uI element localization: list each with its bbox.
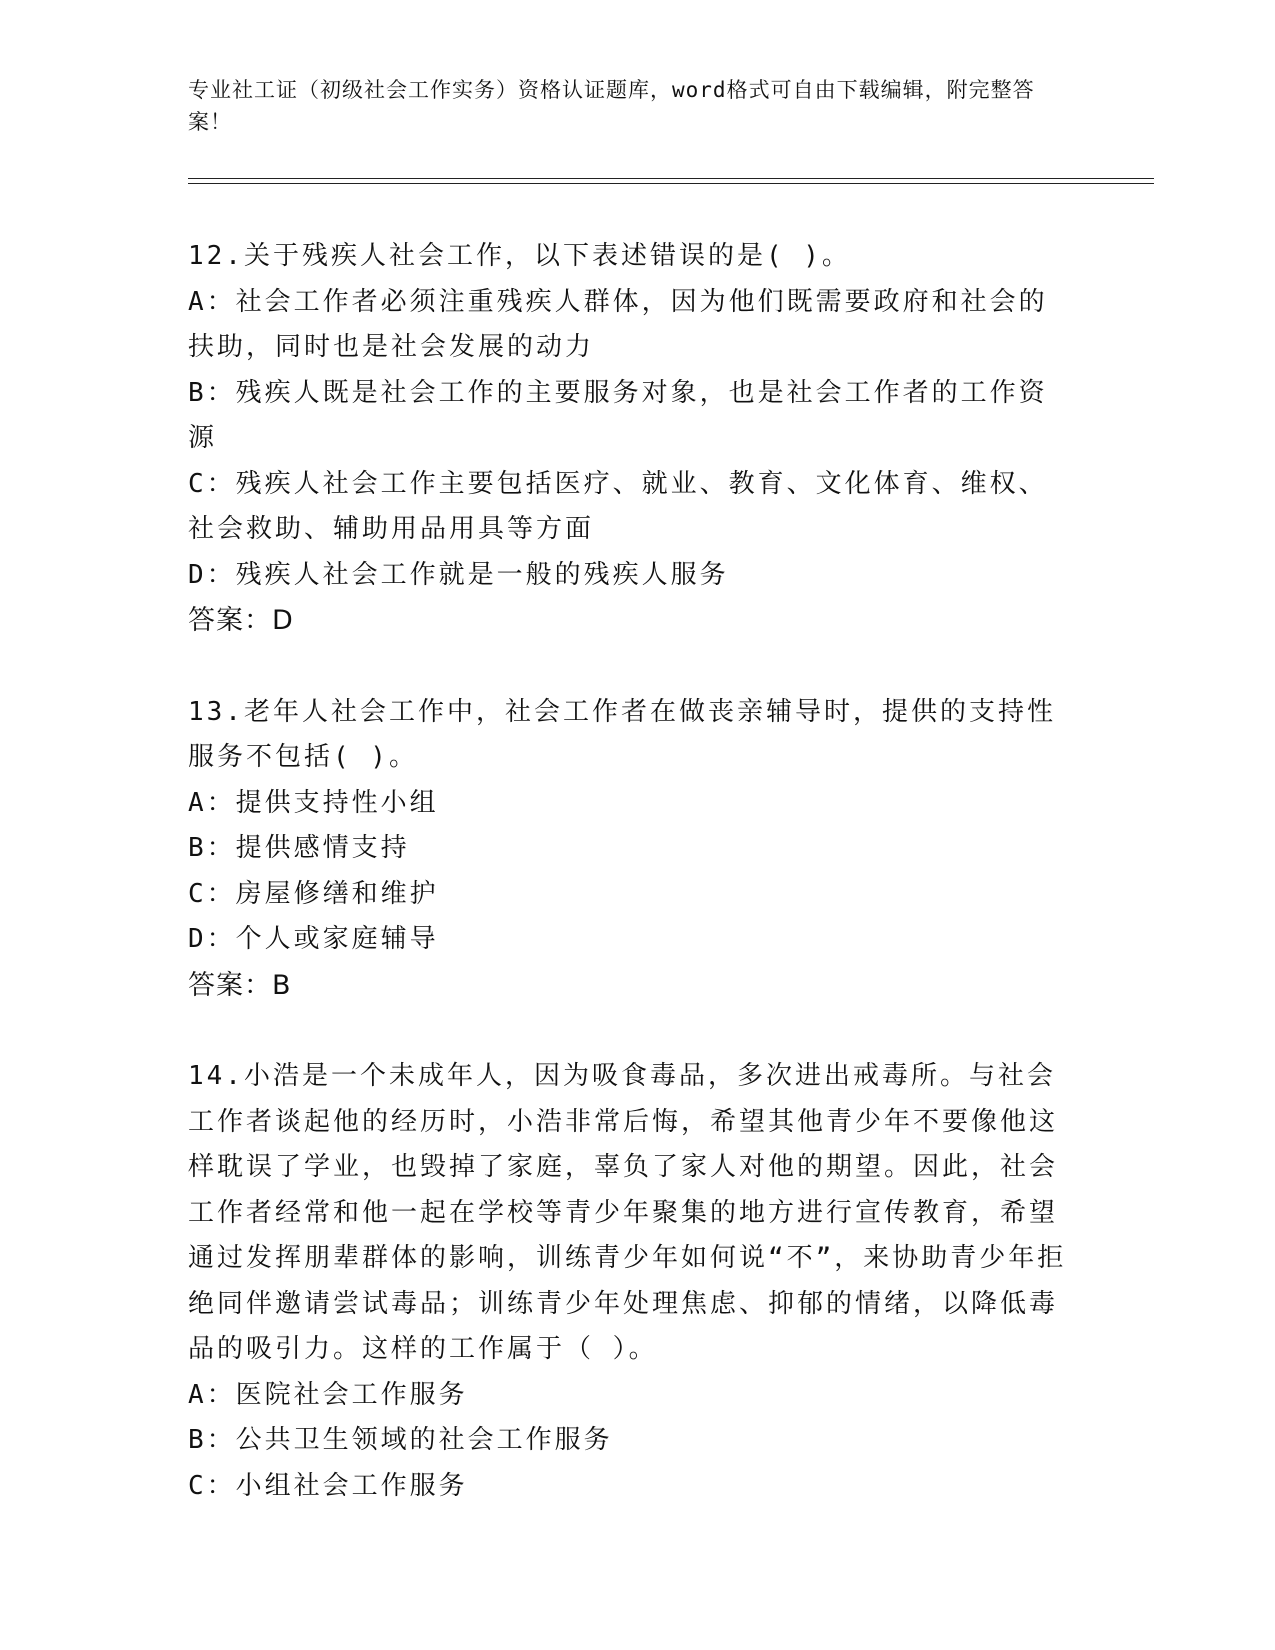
question-stem: 13.老年人社会工作中，社会工作者在做丧亲辅导时，提供的支持性服务不包括( )。 [188, 696, 1056, 772]
option-b: B：残疾人既是社会工作的主要服务对象，也是社会工作者的工作资源 [188, 377, 1048, 453]
answer-line: 答案：B [188, 969, 292, 1001]
option-c: C：残疾人社会工作主要包括医疗、就业、教育、文化体育、维权、社会救助、辅助用品用具等方面 [188, 468, 1048, 544]
header-divider [188, 178, 1154, 184]
option-d: D：残疾人社会工作就是一般的残疾人服务 [188, 559, 729, 590]
option-c: C：房屋修缮和维护 [188, 878, 439, 909]
option-b: B：公共卫生领域的社会工作服务 [188, 1425, 613, 1455]
option-c: C：小组社会工作服务 [188, 1470, 468, 1501]
question-stem: 14.小浩是一个未成年人，因为吸食毒品，多次进出戒毒所。与社会工作者谈起他的经历时，小浩非常后悔，希望其他青少年不要像他这样耽误了学业，也毁掉了家庭，辜负了家人对他的期望。因此，社会工作者经常和他一起在学校等青少年聚集的地方进行宣传教育，希望通过发挥朋辈群体的影响，训练青少年如何说“不”，来协助青少年拒绝同伴邀请尝试毒品；训练青少年处理焦虑、抑郁的情绪，以降低毒品的吸引力。这样的工作属于（ ）。 [188, 1061, 1067, 1364]
answer-line: 答案：D [188, 605, 294, 636]
question-stem: 12.关于残疾人社会工作，以下表述错误的是( )。 [188, 241, 851, 271]
option-a: A：社会工作者必须注重残疾人群体，因为他们既需要政府和社会的扶助，同时也是社会发展的动力 [188, 286, 1048, 362]
option-d: D：个人或家庭辅导 [188, 924, 439, 954]
question-14 [188, 1054, 1068, 1509]
question-13 [188, 690, 1068, 1009]
question-list [188, 234, 1068, 1555]
page-header: 专业社工证（初级社会工作实务）资格认证题库，word格式可自由下载编辑，附完整答案！ [188, 78, 1035, 134]
option-a: A：提供支持性小组 [188, 787, 439, 818]
question-12 [188, 234, 1068, 644]
option-b: B：提供感情支持 [188, 833, 410, 863]
option-a: A：医院社会工作服务 [188, 1379, 468, 1410]
